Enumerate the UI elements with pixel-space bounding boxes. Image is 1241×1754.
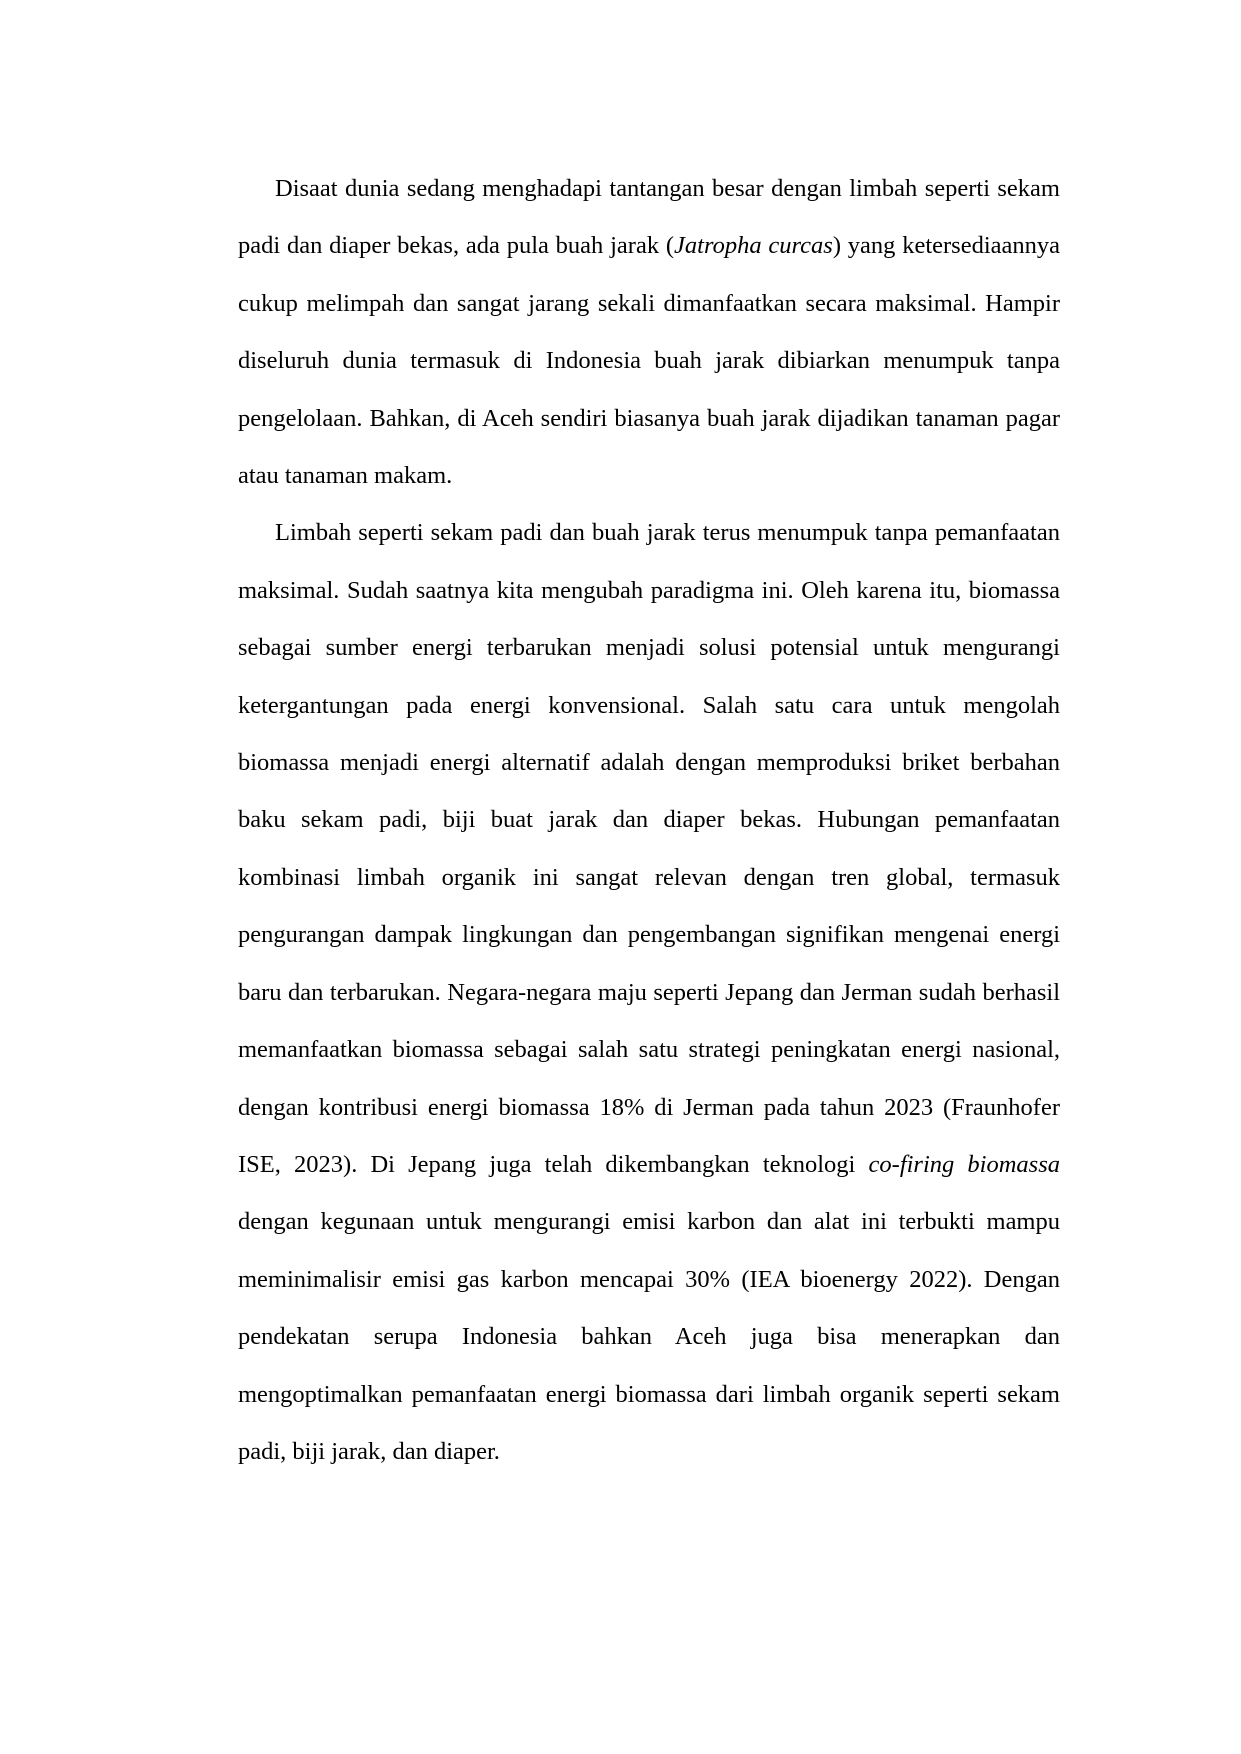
body-text: [238, 160, 1060, 1480]
text-segment: dengan kegunaan untuk mengurangi emisi karbon dan alat ini terbukti mampu meminimalisir emisi gas karbon mencapai 30% (IEA bioenergy 2022). Dengan pendekatan serupa Indonesia bahkan Aceh juga bisa menerapkan dan mengoptimalkan pemanfaatan energi biomassa dari limbah organik seperti sekam padi, biji jarak, dan diaper.: [238, 1208, 1060, 1465]
italic-text-segment: co-firing biomassa: [868, 1150, 1060, 1178]
paragraph-1: [238, 160, 1060, 504]
italic-text-segment: Jatropha curcas: [674, 232, 833, 260]
text-segment: Limbah seperti sekam padi dan buah jarak terus menumpuk tanpa pemanfaatan maksimal. Sudah saatnya kita mengubah paradigma ini. Oleh karena itu, biomassa sebagai sumber energi terbarukan menjadi solusi potensial untuk mengurangi ketergantungan pada energi konvensional. Salah satu cara untuk mengolah biomassa menjadi energi alternatif adalah dengan memproduksi briket berbahan baku sekam padi, biji buat jarak dan diaper bekas. Hubungan pemanfaatan kombinasi limbah organik ini sangat relevan dengan tren global, termasuk pengurangan dampak lingkungan dan pengembangan signifikan mengenai energi baru dan terbarukan. Negara-negara maju seperti Jepang dan Jerman sudah berhasil memanfaatkan biomassa sebagai salah satu strategi peningkatan energi nasional, dengan kontribusi energi biomassa 18% di Jerman pada tahun 2023 (Fraunhofer ISE, 2023). Di Jepang juga telah dikembangkan teknologi: [238, 519, 1060, 1178]
text-segment: ) yang ketersediaannya cukup melimpah dan sangat jarang sekali dimanfaatkan secara maksimal. Hampir diseluruh dunia termasuk di Indonesia buah jarak dibiarkan menumpuk tanpa pengelolaan. Bahkan, di Aceh sendiri biasanya buah jarak dijadikan tanaman pagar atau tanaman makam.: [238, 232, 1061, 490]
paragraph-2: [238, 504, 1060, 1480]
text-segment: Disaat dunia sedang menghadapi tantangan besar dengan limbah seperti sekam padi dan diaper bekas, ada pula buah jarak (: [238, 175, 1060, 260]
